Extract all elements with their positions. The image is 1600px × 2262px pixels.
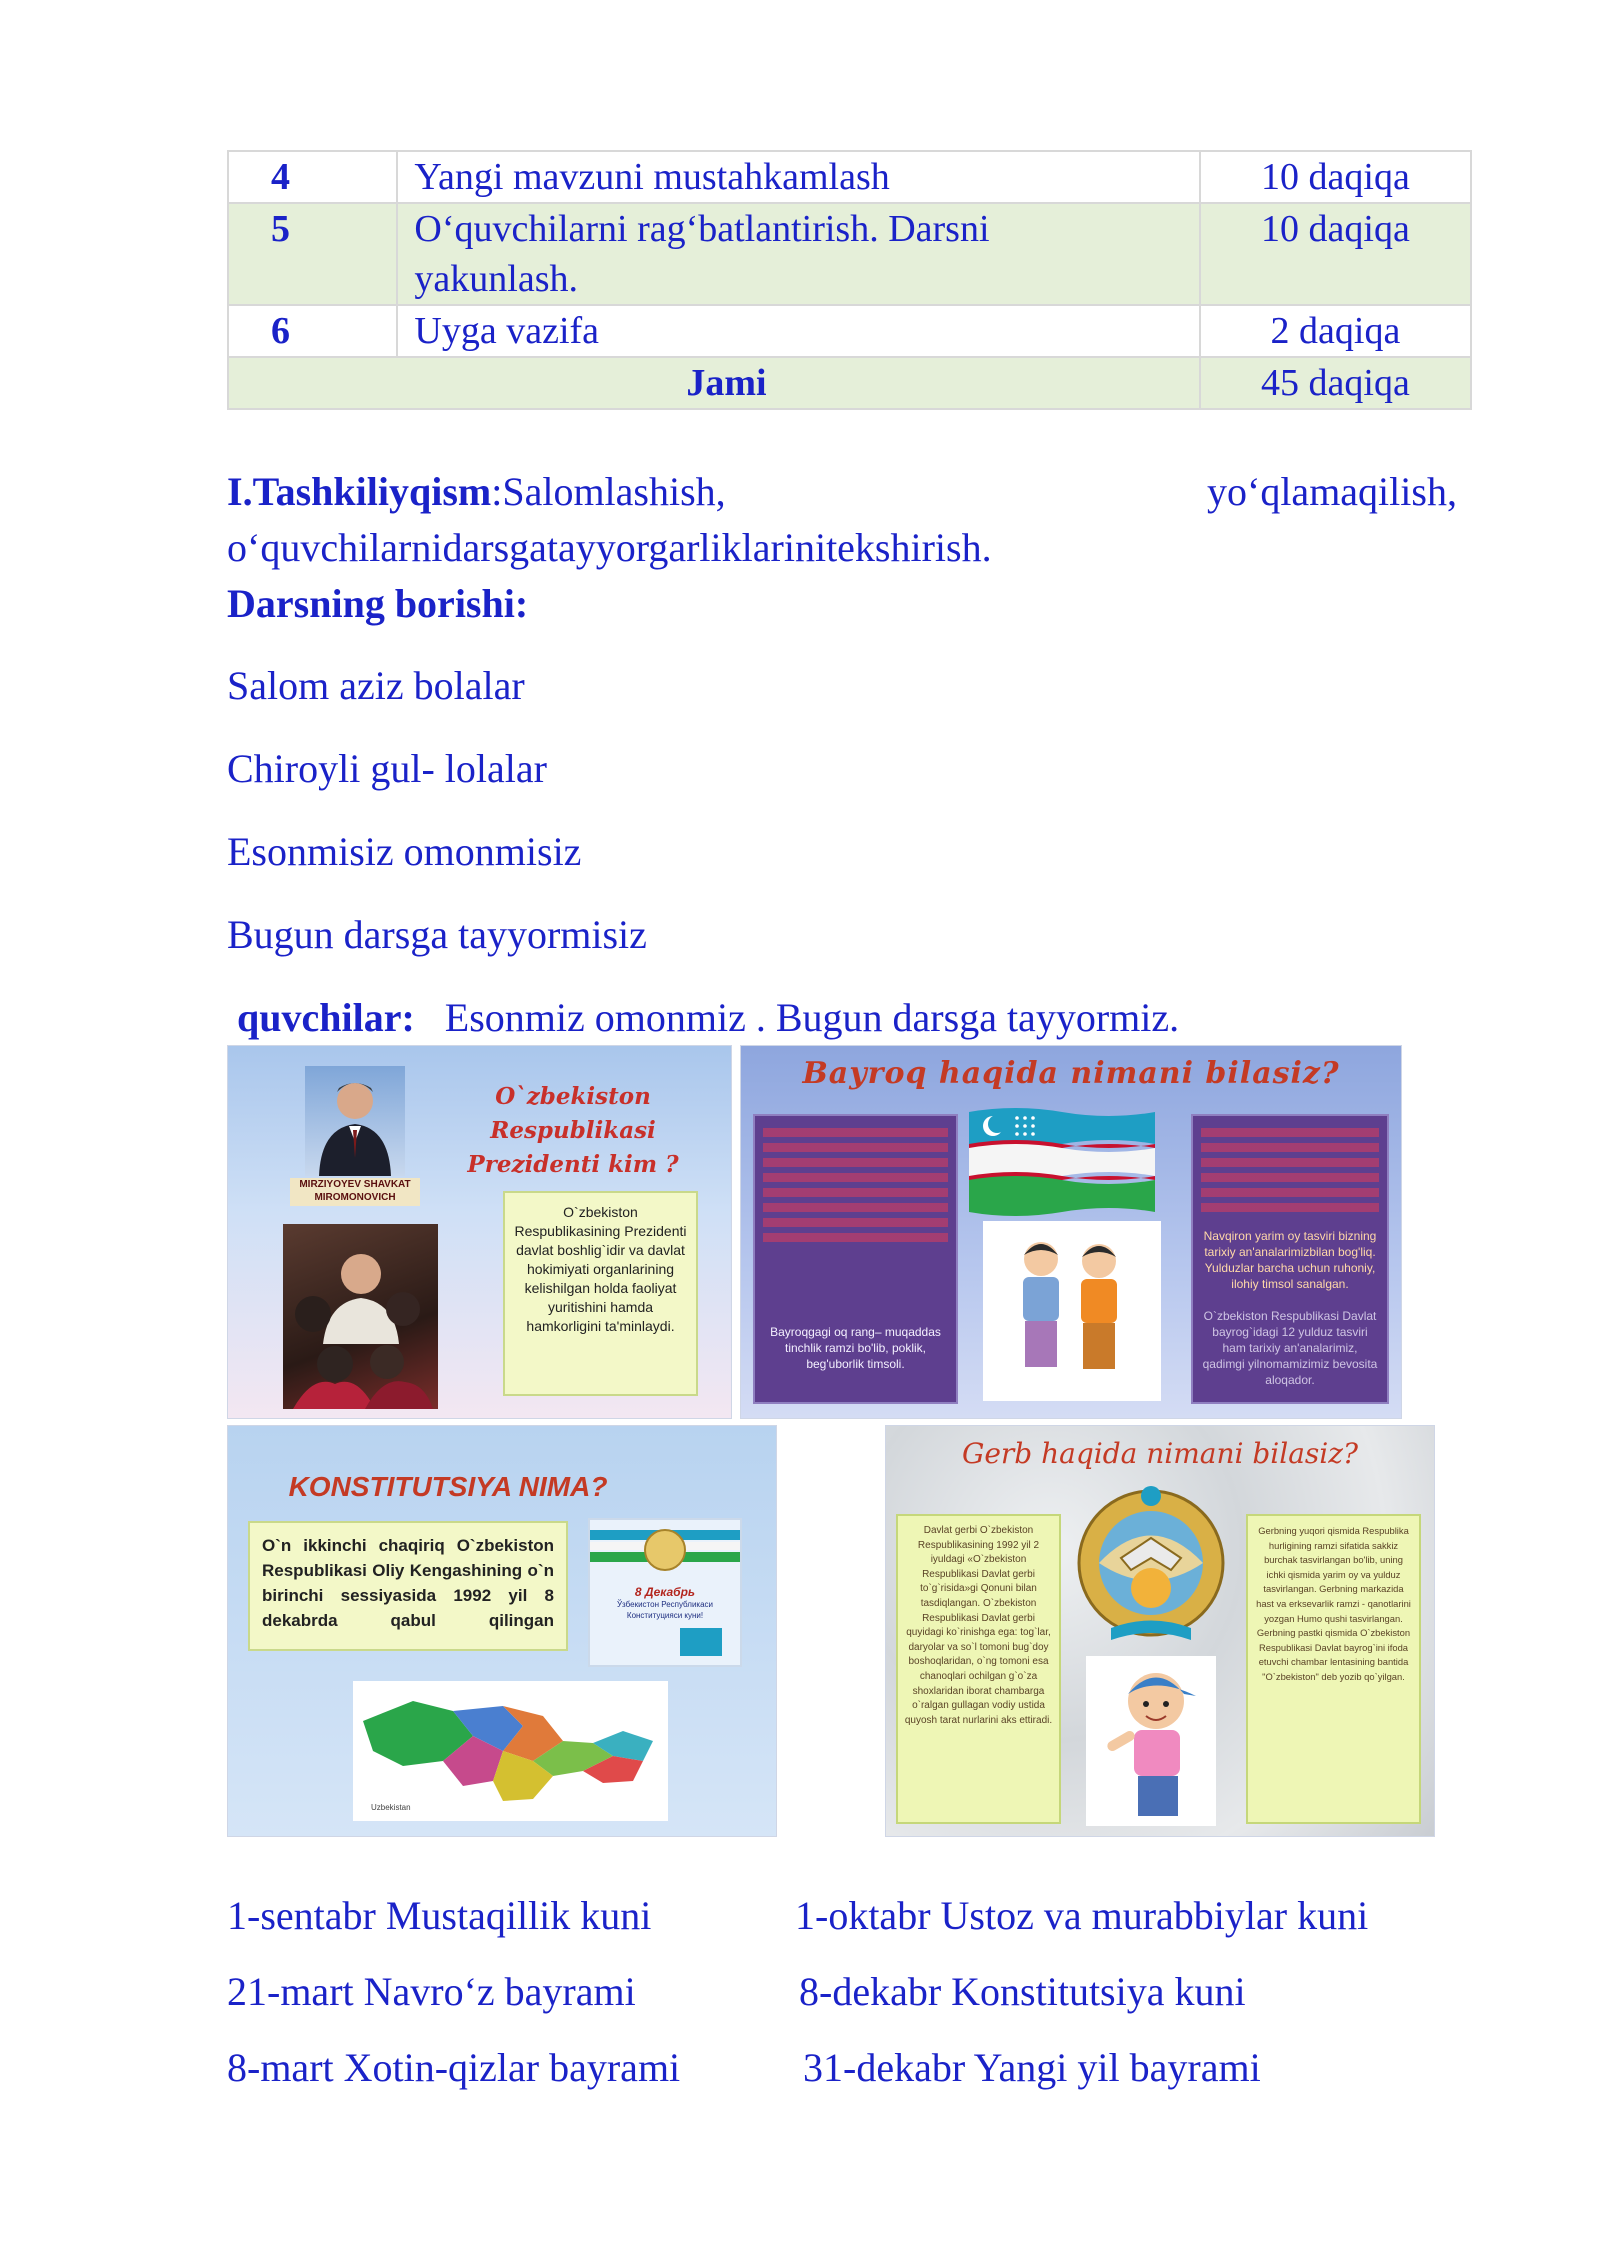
president-poster-title: O`zbekiston Respublikasi Prezidenti kim ? [467,1083,679,1178]
book-date: 8 Декабрь [634,1585,696,1599]
children-cartoon-icon [983,1221,1161,1401]
org-line-2: o‘quvchilarnidarsgatayyorgarliklarinitekshirish. [227,525,992,570]
step-time: 10 daqiqa [1200,151,1471,203]
org-line-1 [227,466,726,518]
poem-line: Salom aziz bolalar [227,663,525,708]
flag-poster-title: Bayroq haqida nimani bilasiz? [802,1056,1340,1091]
org-attendance: yo‘qlamaqilish, [1207,469,1457,514]
students-text: Esonmiz omonmiz . Bugun darsga tayyormiz. [444,995,1180,1040]
lesson-heading: Darsning borishi: [227,581,529,626]
holiday-item: 8-dekabr Konstitutsiya kuni [799,1969,1246,2014]
uzbekistan-map [353,1681,668,1821]
president-poster [227,1045,732,1419]
child-cartoon-icon [1086,1656,1216,1826]
state-emblem [1071,1478,1231,1648]
step-time: 2 daqiqa [1200,305,1471,357]
total-label: Jami [228,357,1200,409]
step-topic: Uyga vazifa [397,305,1199,357]
poem-line: Esonmisiz omonmisiz [227,829,582,874]
step-number: 6 [228,305,397,357]
holiday-item: 1-oktabr Ustoz va murabbiylar kuni [795,1893,1369,1938]
emblem-right-note: Gerbning yuqori qismida Respublika hurligining ramzi sifatida sakkiz burchak tasvirlangan bo'lib, uning ichki qismida yarim oy va yulduz tasvirlangan. Gerbning markazida hast va erksevarlik ramzi - qanotlarini yozgan Humo qushi tasvirlangan. Gerbning pastki qismida O`zbekiston Respublikasi Davlat bayrog`ini ifoda etuvchi chambar lentasining bantida "O`zbekiston" deb yozib qo`yilgan. [1246,1514,1421,1824]
poem-line: Chiroyli gul- lolalar [227,746,547,791]
person-icon [305,1066,405,1176]
poem-line: Bugun darsga tayyormisiz [227,912,647,957]
boys-cartoon [983,1221,1161,1401]
step-topic: O‘quvchilarni rag‘batlantirish. Darsni yakunlash. [397,203,1199,305]
blurred-text-block [1201,1128,1379,1218]
book-flag [680,1628,722,1656]
students-label: quvchilar: [237,995,415,1040]
lesson-plan-table [227,150,1472,410]
step-time: 10 daqiqa [1200,203,1471,305]
table-total-row [228,357,1471,409]
boy-cartoon [1086,1656,1216,1826]
emblem-left-note: Davlat gerbi O`zbekiston Respublikasining 1992 yil 2 iyuldagi «O`zbekiston Respublikasi Davlat gerbi to`g`risida»gi Qonuni bilan tasdiqlangan. O`zbekiston Respublikasi Davlat gerbi quyidagi ko`rinishga ega: tog`lar, daryolar va so`l tomoni bug`doy boshoqlaridan, o`ng tomoni esa chanoqlari ochilgan g`o`za shoxlaridan iborat chambarga o`ralgan gullagan vodiy ustida quyosh tarat nurlarini aks ettiradi. [896,1514,1061,1824]
president-caption: MIRZIYOYEV SHAVKAT MIROMONOVICH [290,1178,420,1206]
constitution-poster [227,1425,777,1837]
uzbek-flag [969,1104,1155,1216]
table-row [228,151,1471,203]
emblem-poster-title: Gerb haqida nimani bilasiz? [961,1437,1358,1470]
emblem-icon [590,1520,740,1580]
coat-of-arms-icon [1071,1478,1231,1648]
constitution-poster-title: KONSTITUTSIYA NIMA? [288,1471,608,1502]
holiday-item: 1-sentabr Mustaqillik kuni [227,1893,652,1938]
students-reply [237,992,1179,1044]
flag-left-note: Bayroqgagi oq rang– muqaddas tinchlik ramzi bo'lib, poklik, beg'uborlik timsoli. [753,1114,958,1404]
holiday-item: 31-dekabr Yangi yil bayrami [803,2045,1261,2090]
group-photo-icon [283,1224,438,1409]
step-number: 4 [228,151,397,203]
president-portrait [305,1066,405,1176]
flag-icon [969,1104,1155,1216]
flag-poster [740,1045,1402,1419]
step-topic: Yangi mavzuni mustahkamlash [397,151,1199,203]
table-row [228,305,1471,357]
map-label: Uzbekistan [371,1803,411,1812]
book-caption: Ўзбекистон Республикаси Конституцияси куни! [616,1600,714,1620]
emblem-poster [885,1425,1435,1837]
org-heading: I.Tashkiliyqism [227,469,492,514]
total-time: 45 daqiqa [1200,357,1471,409]
flag-right-note-text-2: O`zbekiston Respublikasi Davlat bayrog`idagi 12 yulduz tasviri ham tarixiy an'analarimiz, qadimgi yilnomamizimiz bevosita aloqador. [1202,1309,1378,1387]
holiday-item: 8-mart Xotin-qizlar bayrami [227,2045,681,2090]
president-note: O`zbekiston Respublikasining Prezidenti davlat boshlig`idir va davlat hokimiyati organlarining kelishilgan holda faoliyat yuritishini hamda hamkorligini ta'minlaydi. [503,1191,698,1396]
step-number: 5 [228,203,397,305]
constitution-book [588,1518,742,1667]
org-greeting: :Salomlashish, [491,469,726,514]
flag-right-note-text: Navqiron yarim oy tasviri bizning tarixiy an'analarimizbilan bog'liq. Yulduzlar barcha uchun ruhoniy, ilohiy timsol sanalgan. [1203,1229,1377,1291]
blurred-text-block [763,1128,948,1248]
map-icon [353,1681,668,1821]
children-photo [283,1224,438,1409]
constitution-note: O`n ikkinchi chaqiriq O`zbekiston Respublikasi Oliy Kengashining o`n birinchi sessiyasida 1992 yil 8 dekabrda qabul qilingan [248,1521,568,1651]
holiday-item: 21-mart Navro‘z bayrami [227,1969,636,2014]
table-row [228,203,1471,305]
